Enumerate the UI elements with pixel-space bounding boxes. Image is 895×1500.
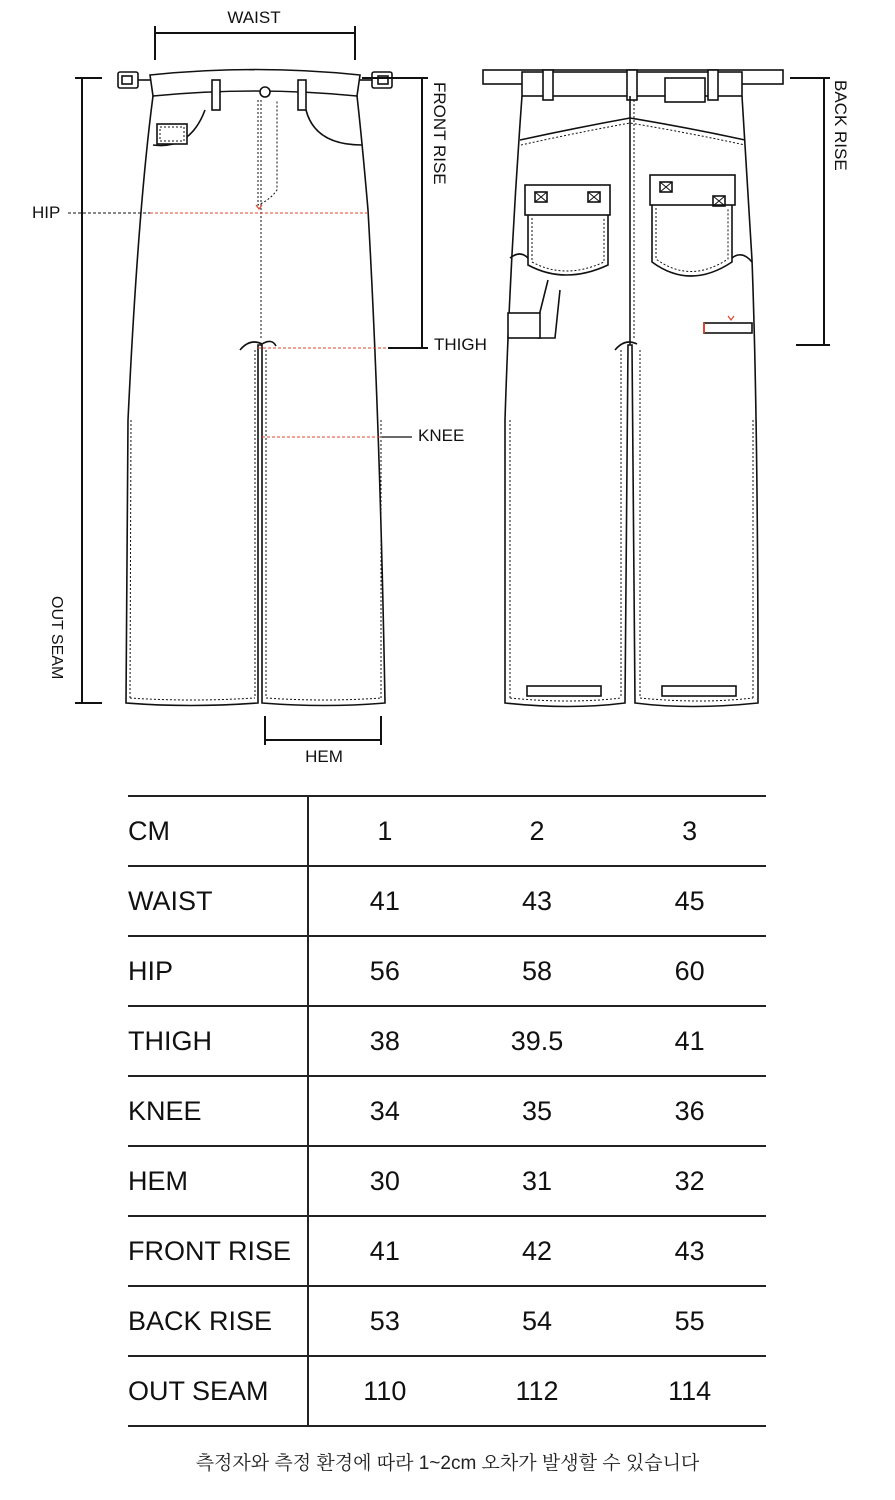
- measurement-cell: 54: [461, 1286, 614, 1356]
- front-pocket-right: [306, 110, 362, 145]
- back-pocket-right: [650, 175, 735, 276]
- back-label-patch: [665, 78, 705, 102]
- measurement-cell: 110: [308, 1356, 461, 1426]
- waist-diagram-label: WAIST: [227, 8, 281, 27]
- back-rise-diagram-label: BACK RISE: [831, 80, 850, 171]
- measurement-cell: 55: [613, 1286, 766, 1356]
- front-measurements: [32, 8, 487, 766]
- front-rise-diagram-label: FRONT RISE: [430, 82, 449, 185]
- left-buckle-icon: [118, 72, 150, 88]
- front-button-icon: [260, 87, 270, 97]
- measurement-disclaimer: 측정자와 측정 환경에 따라 1~2cm 오차가 발생할 수 있습니다: [195, 1453, 700, 1474]
- row-label: KNEE: [128, 1076, 308, 1146]
- measurement-cell: 30: [308, 1146, 461, 1216]
- measurement-cell: 39.5: [461, 1006, 614, 1076]
- size-header: 3: [613, 796, 766, 866]
- back-side-tab: [704, 323, 752, 333]
- back-view: [483, 70, 783, 707]
- measurement-cell: 38: [308, 1006, 461, 1076]
- hammer-loop: [538, 280, 560, 338]
- size-table-header-row: [128, 796, 766, 866]
- table-row: [128, 866, 766, 936]
- front-belt-loop: [298, 80, 306, 110]
- measurement-cell: 36: [613, 1076, 766, 1146]
- table-row: [128, 1216, 766, 1286]
- measurement-cell: 43: [613, 1216, 766, 1286]
- size-header: 1: [308, 796, 461, 866]
- measurement-cell: 112: [461, 1356, 614, 1426]
- table-row: [128, 1286, 766, 1356]
- knee-diagram-label: KNEE: [418, 426, 465, 445]
- measurement-cell: 34: [308, 1076, 461, 1146]
- measurement-cell: 60: [613, 936, 766, 1006]
- back-pocket-left: [525, 185, 610, 275]
- measurement-cell: 41: [308, 1216, 461, 1286]
- table-row: [128, 1076, 766, 1146]
- size-header: 2: [461, 796, 614, 866]
- hip-diagram-label: HIP: [32, 203, 61, 222]
- back-hem-tab-right: [662, 686, 736, 696]
- measurement-cell: 56: [308, 936, 461, 1006]
- measurement-cell: 114: [613, 1356, 766, 1426]
- back-measurements: [790, 78, 850, 345]
- unit-header: CM: [128, 796, 308, 866]
- row-label: WAIST: [128, 866, 308, 936]
- right-buckle-icon: [360, 72, 392, 88]
- measurement-cell: 41: [308, 866, 461, 936]
- row-label: OUT SEAM: [128, 1356, 308, 1426]
- row-label: HIP: [128, 936, 308, 1006]
- out-seam-diagram-label: OUT SEAM: [48, 596, 65, 680]
- thigh-diagram-label: THIGH: [434, 335, 487, 354]
- front-belt-loop: [212, 80, 220, 110]
- hem-diagram-label: HEM: [305, 747, 343, 766]
- measurement-cell: 42: [461, 1216, 614, 1286]
- table-row: [128, 1146, 766, 1216]
- back-hem-tab-left: [527, 686, 601, 696]
- table-row: [128, 1356, 766, 1426]
- front-waistband: [150, 70, 360, 97]
- measurement-cell: 35: [461, 1076, 614, 1146]
- row-label: BACK RISE: [128, 1286, 308, 1356]
- measurement-cell: 53: [308, 1286, 461, 1356]
- table-row: [128, 1006, 766, 1076]
- size-table: [128, 795, 766, 1427]
- row-label: HEM: [128, 1146, 308, 1216]
- measurement-cell: 31: [461, 1146, 614, 1216]
- row-label: THIGH: [128, 1006, 308, 1076]
- measurement-cell: 58: [461, 936, 614, 1006]
- row-label: FRONT RISE: [128, 1216, 308, 1286]
- measurement-cell: 41: [613, 1006, 766, 1076]
- measurement-cell: 32: [613, 1146, 766, 1216]
- measurement-cell: 45: [613, 866, 766, 936]
- table-row: [128, 936, 766, 1006]
- measurement-cell: 43: [461, 866, 614, 936]
- back-yoke: [520, 118, 745, 140]
- front-view: [118, 70, 392, 706]
